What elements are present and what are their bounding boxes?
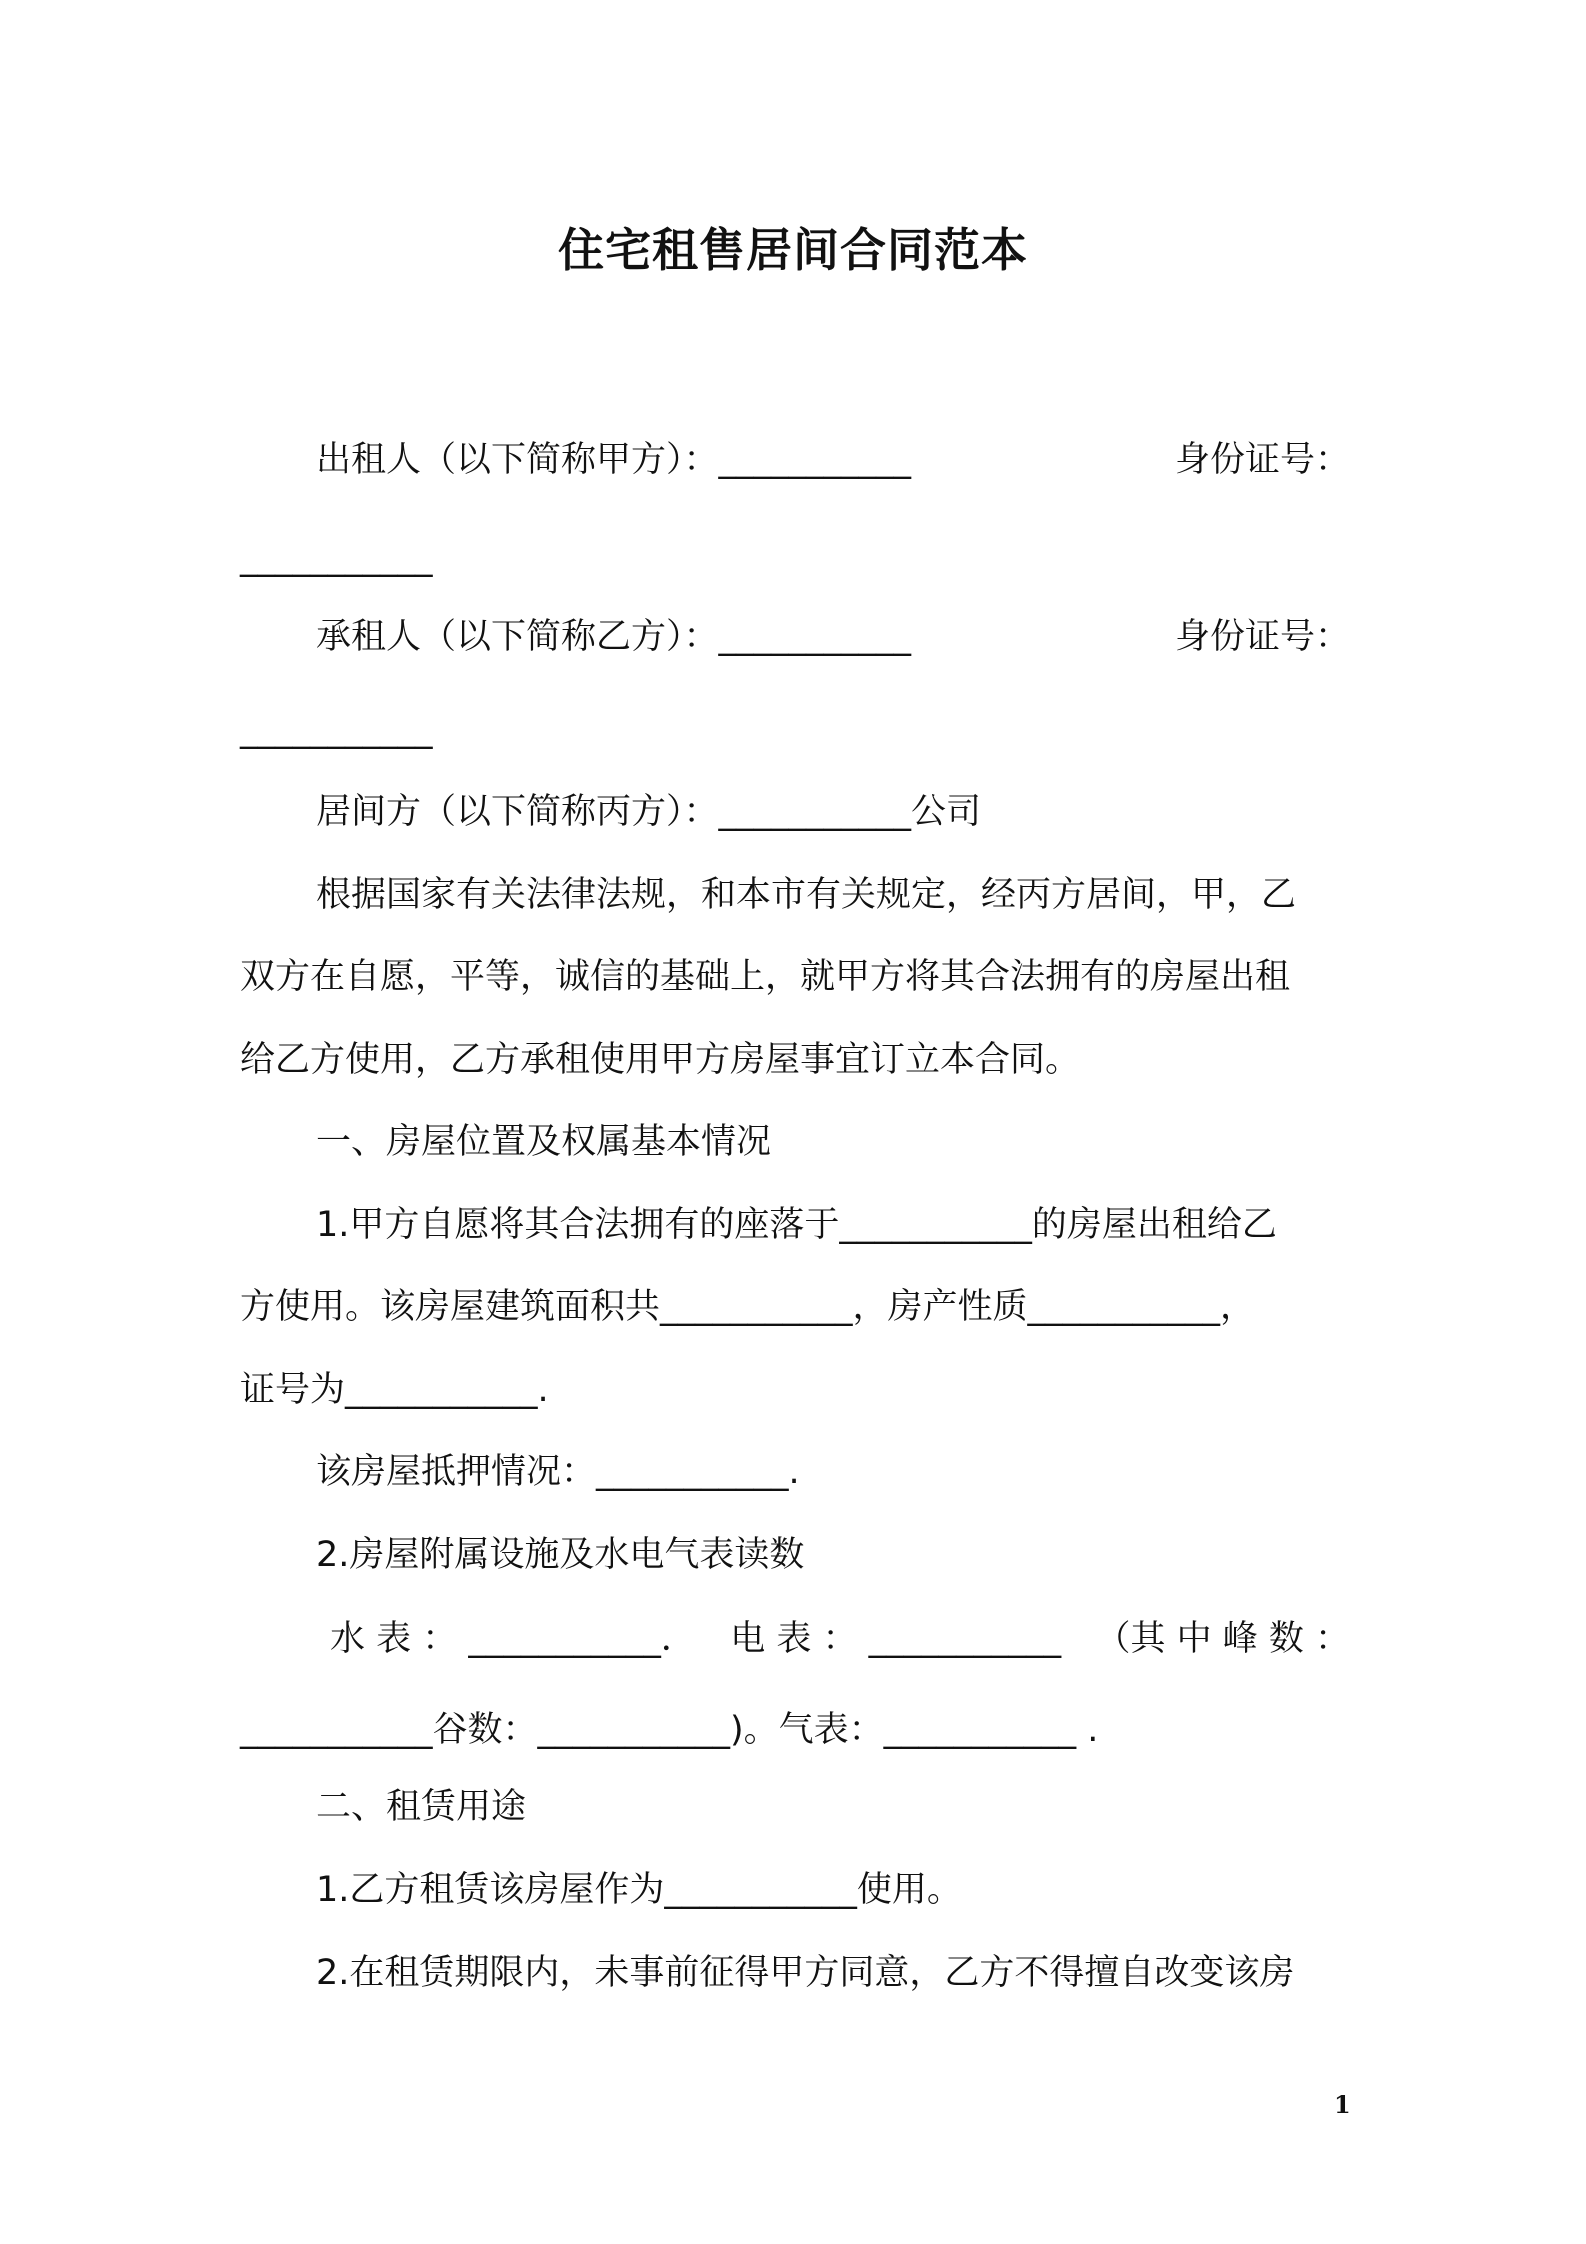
mortgage-line: 该房屋抵押情况：___________.	[316, 1452, 800, 1492]
section-1-item-1-line-2: 方使用。该房屋建筑面积共___________，房产性质___________，	[240, 1287, 1256, 1327]
section-1-item-1-line-3: 证号为___________.	[240, 1370, 549, 1410]
electric-meter-label: 电 表 ： ___________	[730, 1619, 1062, 1659]
lessee-line	[240, 615, 1350, 659]
page-number: 1	[1334, 2090, 1351, 2119]
peak-reading-label: （其 中 峰 数 ：	[1095, 1619, 1350, 1659]
preamble-line-1: 根据国家有关法律法规，和本市有关规定，经丙方居间，甲，乙	[316, 875, 1297, 915]
section-2-item-1: 1.乙方租赁该房屋作为___________使用。	[316, 1870, 962, 1910]
preamble-line-2: 双方在自愿，平等，诚信的基础上，就甲方将其合法拥有的房屋出租	[240, 957, 1291, 997]
meter-reading-cont: ___________谷数：___________)。气表：___________ .	[240, 1710, 1099, 1750]
lessee-label: 承租人（以下简称乙方）：___________	[316, 617, 912, 657]
meter-reading-line	[240, 1617, 1350, 1661]
lessor-label: 出租人（以下简称甲方）：___________	[316, 440, 912, 480]
lessor-line	[240, 438, 1350, 482]
document-title: 住宅租售居间合同范本	[558, 223, 1028, 277]
section-2-heading: 二、租赁用途	[316, 1787, 527, 1827]
intermediary-line: 居间方（以下简称丙方）：___________公司	[316, 792, 982, 832]
preamble-line-3: 给乙方使用，乙方承租使用甲方房屋事宜订立本合同。	[240, 1040, 1081, 1080]
section-1-heading: 一、房屋位置及权属基本情况	[316, 1122, 772, 1162]
section-1-item-1-line-1: 1.甲方自愿将其合法拥有的座落于___________的房屋出租给乙	[316, 1205, 1277, 1245]
lessee-id-blank: ___________	[240, 710, 433, 750]
section-1-item-2: 2.房屋附属设施及水电气表读数	[316, 1535, 805, 1575]
lessor-id-label: 身份证号：	[1174, 440, 1350, 480]
lessee-id-label: 身份证号：	[1174, 617, 1350, 657]
section-2-item-2: 2.在租赁期限内，未事前征得甲方同意，乙方不得擅自改变该房	[316, 1953, 1295, 1993]
lessor-id-blank: ___________	[240, 538, 433, 578]
water-meter-label: 水 表 ： ___________．	[330, 1619, 696, 1659]
